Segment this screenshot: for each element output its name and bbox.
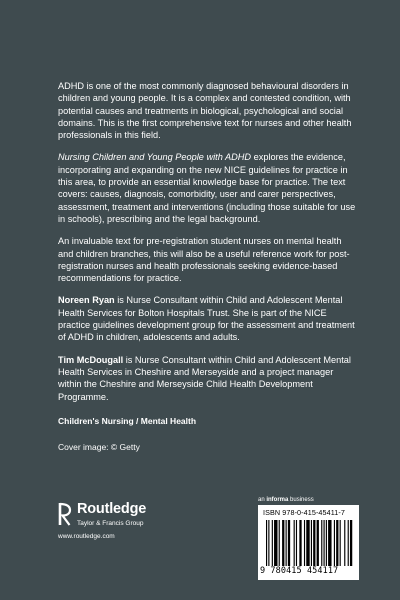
author-name: Tim McDougall bbox=[58, 354, 124, 365]
author-name: Noreen Ryan bbox=[58, 295, 115, 306]
barcode-bar bbox=[282, 520, 284, 566]
barcode-bar bbox=[299, 520, 301, 566]
publisher-block bbox=[58, 500, 198, 550]
blurb-paragraph-2-text: explores the evidence, incorporating and expanding on the new NICE guidelines for practice in this area, to provide an essential knowledge base for practice. The text covers: causes, diagnosis, comorbidity, user and carer perspectives, assessment, treatment and interventions (including those suitable for use in schools), prescribing and the legal background. bbox=[58, 152, 356, 224]
cover-credit: Cover image: © Getty bbox=[58, 442, 140, 453]
barcode-bar bbox=[286, 520, 287, 566]
barcode-bar bbox=[268, 520, 269, 566]
barcode-bar bbox=[272, 520, 273, 566]
routledge-logo-icon bbox=[58, 502, 72, 526]
barcode-bar bbox=[334, 520, 335, 566]
subject-category: Children's Nursing / Mental Health bbox=[58, 415, 197, 426]
publisher-url: www.routledge.com bbox=[58, 533, 115, 540]
barcode-bar bbox=[324, 520, 325, 566]
barcode-bar bbox=[266, 520, 267, 566]
author-bio-text: is Nurse Consultant within Child and Adolescent Mental Health Services in Cheshire and Merseyside and a project manager within the Cheshire and Merseyside Child Health Development Programme. bbox=[58, 354, 351, 402]
barcode-bar bbox=[321, 520, 322, 566]
barcode-bar bbox=[313, 520, 315, 566]
barcode-bar bbox=[344, 520, 345, 566]
barcode-bar bbox=[348, 520, 349, 566]
barcode-digits: 9 780415 454117 bbox=[260, 566, 339, 576]
barcode-bar bbox=[340, 520, 341, 566]
isbn-label: ISBN 978-0-415-45411-7 bbox=[263, 508, 345, 517]
author-bio-1 bbox=[58, 294, 358, 343]
blurb-paragraph-3: An invaluable text for pre-registration student nurses on mental health and children branches, this will also be a useful reference work for post-registration nurses and health professionals seeking evidence-based recommendations for practice. bbox=[58, 236, 350, 284]
barcode-block bbox=[258, 505, 359, 580]
barcode-bar bbox=[326, 520, 327, 566]
barcode-graphic bbox=[265, 520, 355, 566]
back-cover-text bbox=[58, 80, 358, 453]
informa-tagline: an informa business bbox=[258, 497, 314, 503]
publisher-name: Routledge bbox=[77, 501, 147, 517]
barcode-bar bbox=[350, 520, 352, 566]
blurb-paragraph-1: ADHD is one of the most commonly diagnosed behavioural disorders in children and young people. It is a complex and contested condition, with potential causes and treatments in biological, psychological and social domains. This is the first comprehensive text for nurses and other health professionals in this field. bbox=[58, 81, 352, 141]
barcode-bar bbox=[328, 520, 331, 566]
informa-brand: informa bbox=[266, 497, 289, 503]
blurb-paragraph-2 bbox=[58, 151, 358, 225]
book-title: Nursing Children and Young People with ADHD bbox=[58, 152, 252, 163]
barcode-bar bbox=[304, 520, 305, 566]
barcode-bar bbox=[336, 520, 338, 566]
barcode-bar bbox=[317, 520, 319, 566]
barcode-bar bbox=[306, 520, 309, 566]
barcode-bar bbox=[294, 520, 295, 566]
publisher-group: Taylor & Francis Group bbox=[77, 520, 144, 527]
author-bio-text: is Nurse Consultant within Child and Adolescent Mental Health Services for Bolton Hospitals Trust. She is part of the NICE practice guidelines development group for the assessment and treatment of ADHD in children, adolescents and adults. bbox=[58, 295, 355, 343]
barcode-bar bbox=[288, 520, 290, 566]
author-bio-2 bbox=[58, 354, 358, 403]
barcode-bar bbox=[296, 520, 297, 566]
barcode-bar bbox=[279, 520, 280, 566]
barcode-bar bbox=[311, 520, 312, 566]
barcode-bar bbox=[274, 520, 277, 566]
